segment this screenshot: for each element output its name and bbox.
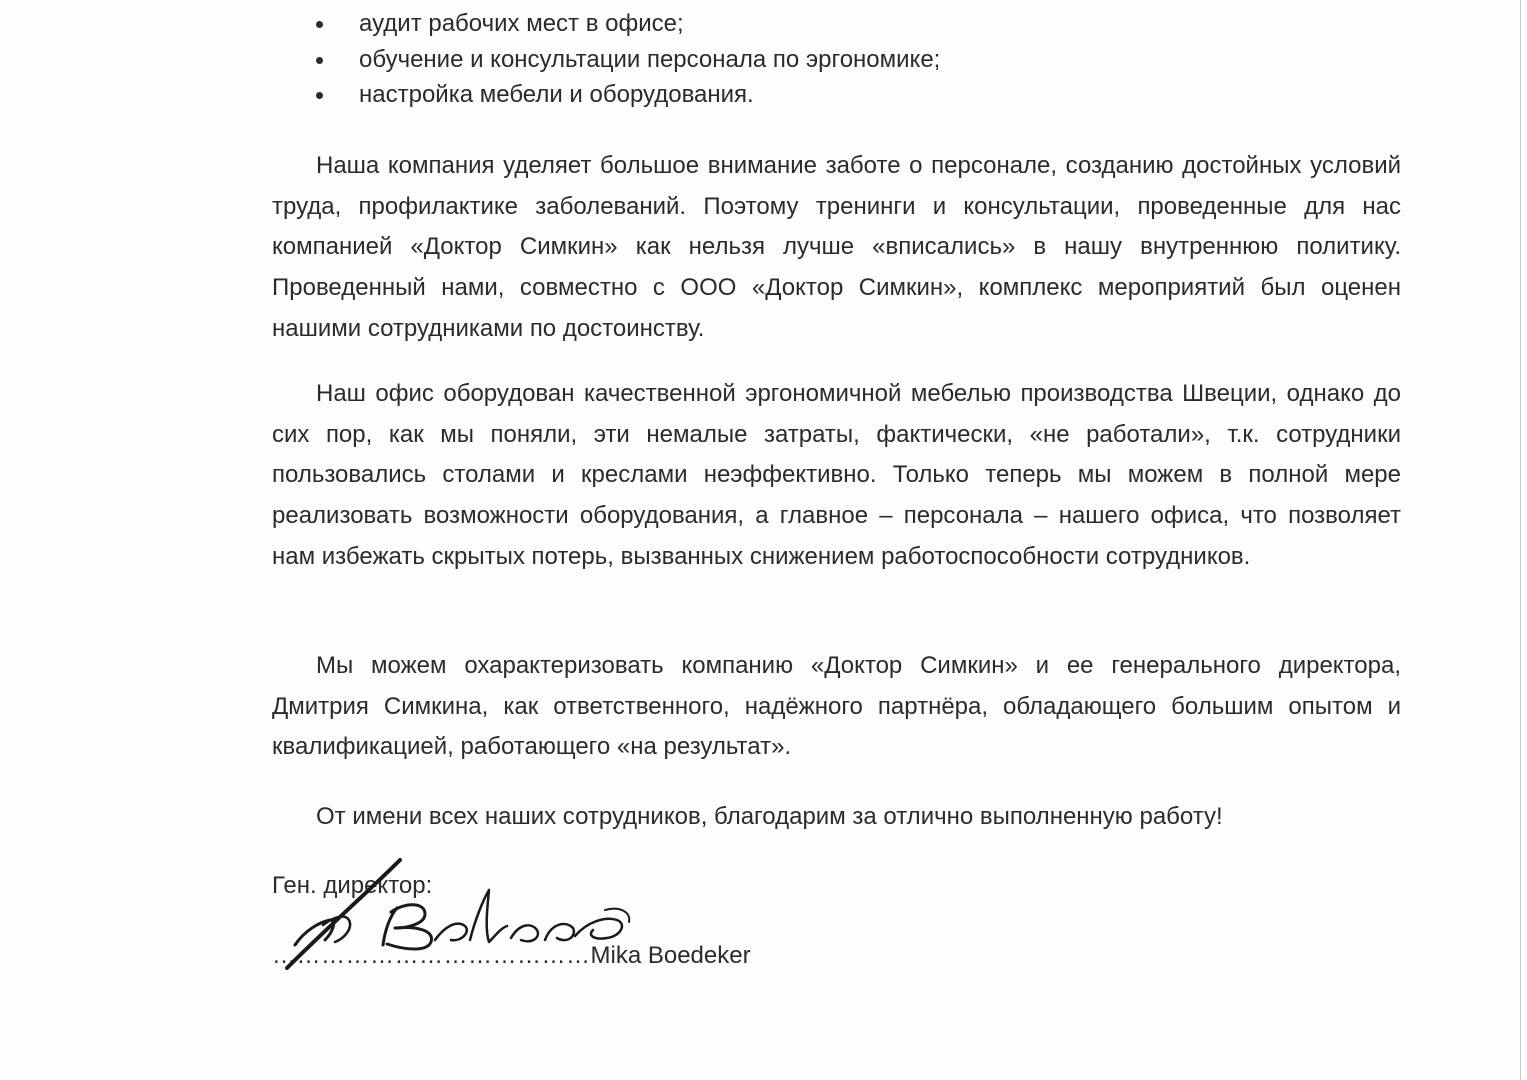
page-edge [1520,0,1521,1080]
signatory-name: Mika Boedeker [590,942,751,969]
list-item-text: аудит рабочих мест в офисе; [359,10,684,37]
bullet-icon [316,57,323,64]
signature-dots: ………………………………… [272,942,591,969]
handwritten-signature [275,850,645,975]
paragraph-company-care: Наша компания уделяет большое внимание заботе о персонале, созданию достойных условий труда, профилактике заболеваний. Поэтому тренинги и консультации, проведенные для нас компанией «Доктор Симкин» как нельзя лучше «вписались» в нашу внутреннюю политику. Проведенный нами, совместно с ООО «Доктор Симкин», комплекс мероприятий был оценен нашими сотрудниками по достоинству. [272,152,1401,342]
paragraph-office-furniture: Наш офис оборудован качественной эргономичной мебелью производства Швеции, однако до сих пор, как мы поняли, эти немалые затраты, фактически, «не работали», т.к. сотрудники пользовались столами и креслами неэффективно. Только теперь мы можем в полной мере реализовать возможности оборудования, а главное – персонала – нашего офиса, что позволяет нам избежать скрытых потерь, вызванных снижением работоспособности сотрудников. [272,380,1401,570]
list-item-text: настройка мебели и оборудования. [359,81,754,108]
list-item-text: обучение и консультации персонала по эргономике; [359,45,941,73]
bullet-icon [316,21,323,28]
paragraph-thanks: От имени всех наших сотрудников, благодарим за отлично выполненную работу! [316,803,1223,830]
signatory-title: Ген. директор: [272,872,433,899]
paragraph-partner-characteristic: Мы можем охарактеризовать компанию «Доктор Симкин» и ее генерального директора, Дмитрия Симкина, как ответственного, надёжного партнёра, обладающего большим опытом и квалификацией, работающего «на результат». [272,652,1401,761]
bullet-icon [316,92,323,99]
